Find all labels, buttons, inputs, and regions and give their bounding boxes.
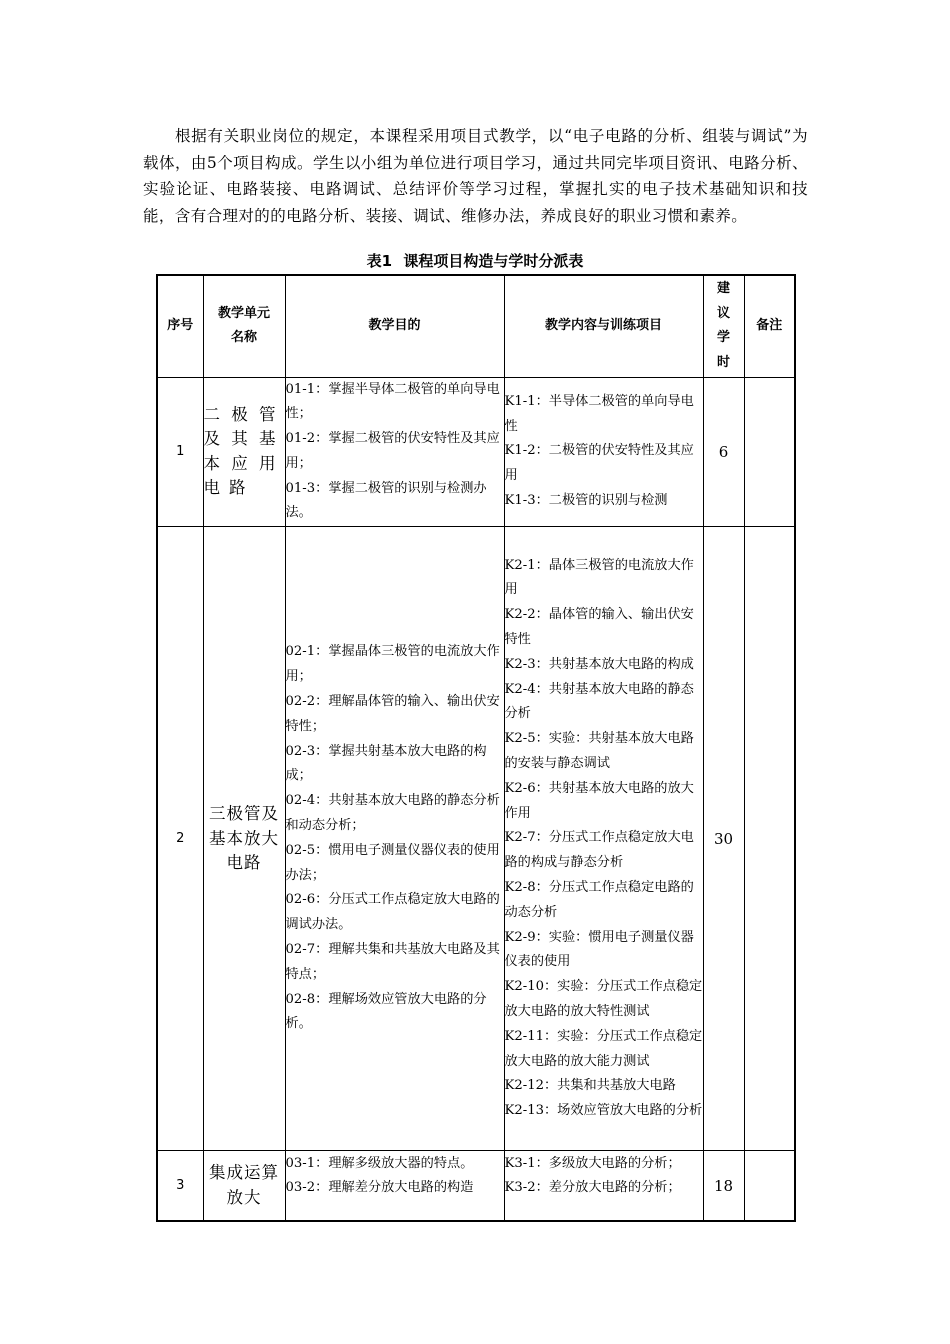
row-content [504, 527, 703, 1151]
row-content [504, 1151, 703, 1221]
row-hours: 30 [703, 527, 744, 1151]
goal-item: 01-1：掌握半导体二极管的单向导电性； [285, 381, 500, 422]
header-unit-line2: 名称 [230, 330, 257, 346]
header-hours-char: 议 [716, 305, 730, 321]
header-hours [703, 275, 744, 377]
content-item: K2-10：实验：分压式工作点稳定放大电路的放大特性测试 [504, 979, 703, 1019]
content-item: K2-12：共集和共基放大电路 [504, 1078, 676, 1094]
content-item: K1-1：半导体二极管的单向导电性 [504, 393, 694, 434]
goal-item: 02-5：惯用电子测量仪器仪表的使用办法； [285, 842, 500, 883]
row-goals [285, 1151, 504, 1221]
row-notes [744, 1151, 795, 1221]
content-item: K2-6：共射基本放大电路的放大作用 [504, 780, 694, 821]
content-item: K2-13：场效应管放大电路的分析 [504, 1103, 703, 1119]
row-unit-name: 三极管及基本放大电路 [203, 527, 285, 1151]
goal-item: 01-2：掌握二极管的伏安特性及其应用； [285, 431, 500, 471]
row-content [504, 377, 703, 527]
header-hours-char: 学 [716, 330, 730, 346]
table-row [157, 1151, 795, 1221]
header-notes: 备注 [744, 275, 795, 377]
goal-item: 01-3：掌握二极管的识别与检测办法。 [285, 480, 487, 521]
content-item: K2-1：晶体三极管的电流放大作用 [504, 557, 694, 598]
header-unit [203, 275, 285, 377]
header-hours-char: 建 [716, 281, 730, 297]
header-seq: 序号 [157, 275, 203, 377]
row-seq: 1 [157, 377, 203, 527]
content-item: K2-9：实验：惯用电子测量仪器仪表的使用 [504, 929, 694, 970]
goal-item: 02-8：理解场效应管放大电路的分析。 [285, 991, 487, 1032]
content-item: K2-7：分压式工作点稳定放大电路的构成与静态分析 [504, 830, 694, 871]
content-item: K2-8：分压式工作点稳定电路的动态分析 [504, 879, 694, 920]
intro-paragraph: 根据有关职业岗位的规定，本课程采用项目式教学，以“电子电路的分析、组装与调试”为载体，由5个项目构成。学生以小组为单位进行项目学习，通过共同完毕项目资讯、电路分析、实验论证、电路装接、电路调试、总结评价等学习过程，掌握扎实的电子技术基础知识和技能，含有合理对的的电路分析、装接、调试、维修办法，养成良好的职业习惯和素养。 [143, 127, 808, 225]
goal-item: 02-3：掌握共射基本放大电路的构成； [285, 743, 487, 784]
content-item: K3-1：多级放大电路的分析； [504, 1155, 681, 1171]
table-caption-title: 课程项目构造与学时分派表 [403, 252, 584, 270]
table-header-row [157, 275, 795, 377]
table-row [157, 527, 795, 1151]
header-hours-char: 时 [716, 354, 730, 370]
table-caption-label: 表1 [366, 252, 393, 270]
goal-item: 02-7：理解共集和共基放大电路及其特点； [285, 941, 500, 982]
goal-item: 02-4：共射基本放大电路的静态分析和动态分析； [285, 793, 500, 833]
content-item: K2-2：晶体管的输入、输出伏安特性 [504, 607, 694, 647]
row-seq: 3 [157, 1151, 203, 1221]
content-item: K3-2：差分放大电路的分析； [504, 1180, 681, 1196]
row-hours: 6 [703, 377, 744, 527]
header-unit-line1: 教学单元 [217, 306, 270, 322]
row-seq: 2 [157, 527, 203, 1151]
row-unit-name: 集成运算放大 [203, 1151, 285, 1221]
table-row [157, 377, 795, 527]
goal-item: 02-6：分压式工作点稳定放大电路的调试办法。 [285, 892, 500, 933]
content-item: K2-3：共射基本放大电路的构成 [504, 656, 694, 672]
goal-item: 02-1：掌握晶体三极管的电流放大作用； [285, 644, 500, 685]
header-goals: 教学目的 [285, 275, 504, 377]
table-caption [0, 250, 950, 271]
row-goals [285, 377, 504, 527]
row-notes [744, 377, 795, 527]
goal-item: 02-2：理解晶体管的输入、输出伏安特性； [285, 694, 500, 734]
content-item: K2-5：实验：共射基本放大电路的安装与静态调试 [504, 731, 694, 771]
content-item: K1-2：二极管的伏安特性及其应用 [504, 443, 694, 484]
header-content: 教学内容与训练项目 [504, 275, 703, 377]
goal-item: 03-2：理解差分放大电路的构造 [285, 1180, 474, 1196]
content-item: K2-11：实验：分压式工作点稳定放大电路的放大能力测试 [504, 1028, 703, 1069]
content-item: K1-3：二极管的识别与检测 [504, 493, 668, 509]
row-hours: 18 [703, 1151, 744, 1221]
row-unit-name: 二极管及其基本应用电路 [203, 377, 285, 527]
goal-item: 03-1：理解多级放大器的特点。 [285, 1155, 474, 1171]
course-table [156, 274, 796, 1222]
row-goals [285, 527, 504, 1151]
row-notes [744, 527, 795, 1151]
content-item: K2-4：共射基本放大电路的静态分析 [504, 681, 694, 722]
